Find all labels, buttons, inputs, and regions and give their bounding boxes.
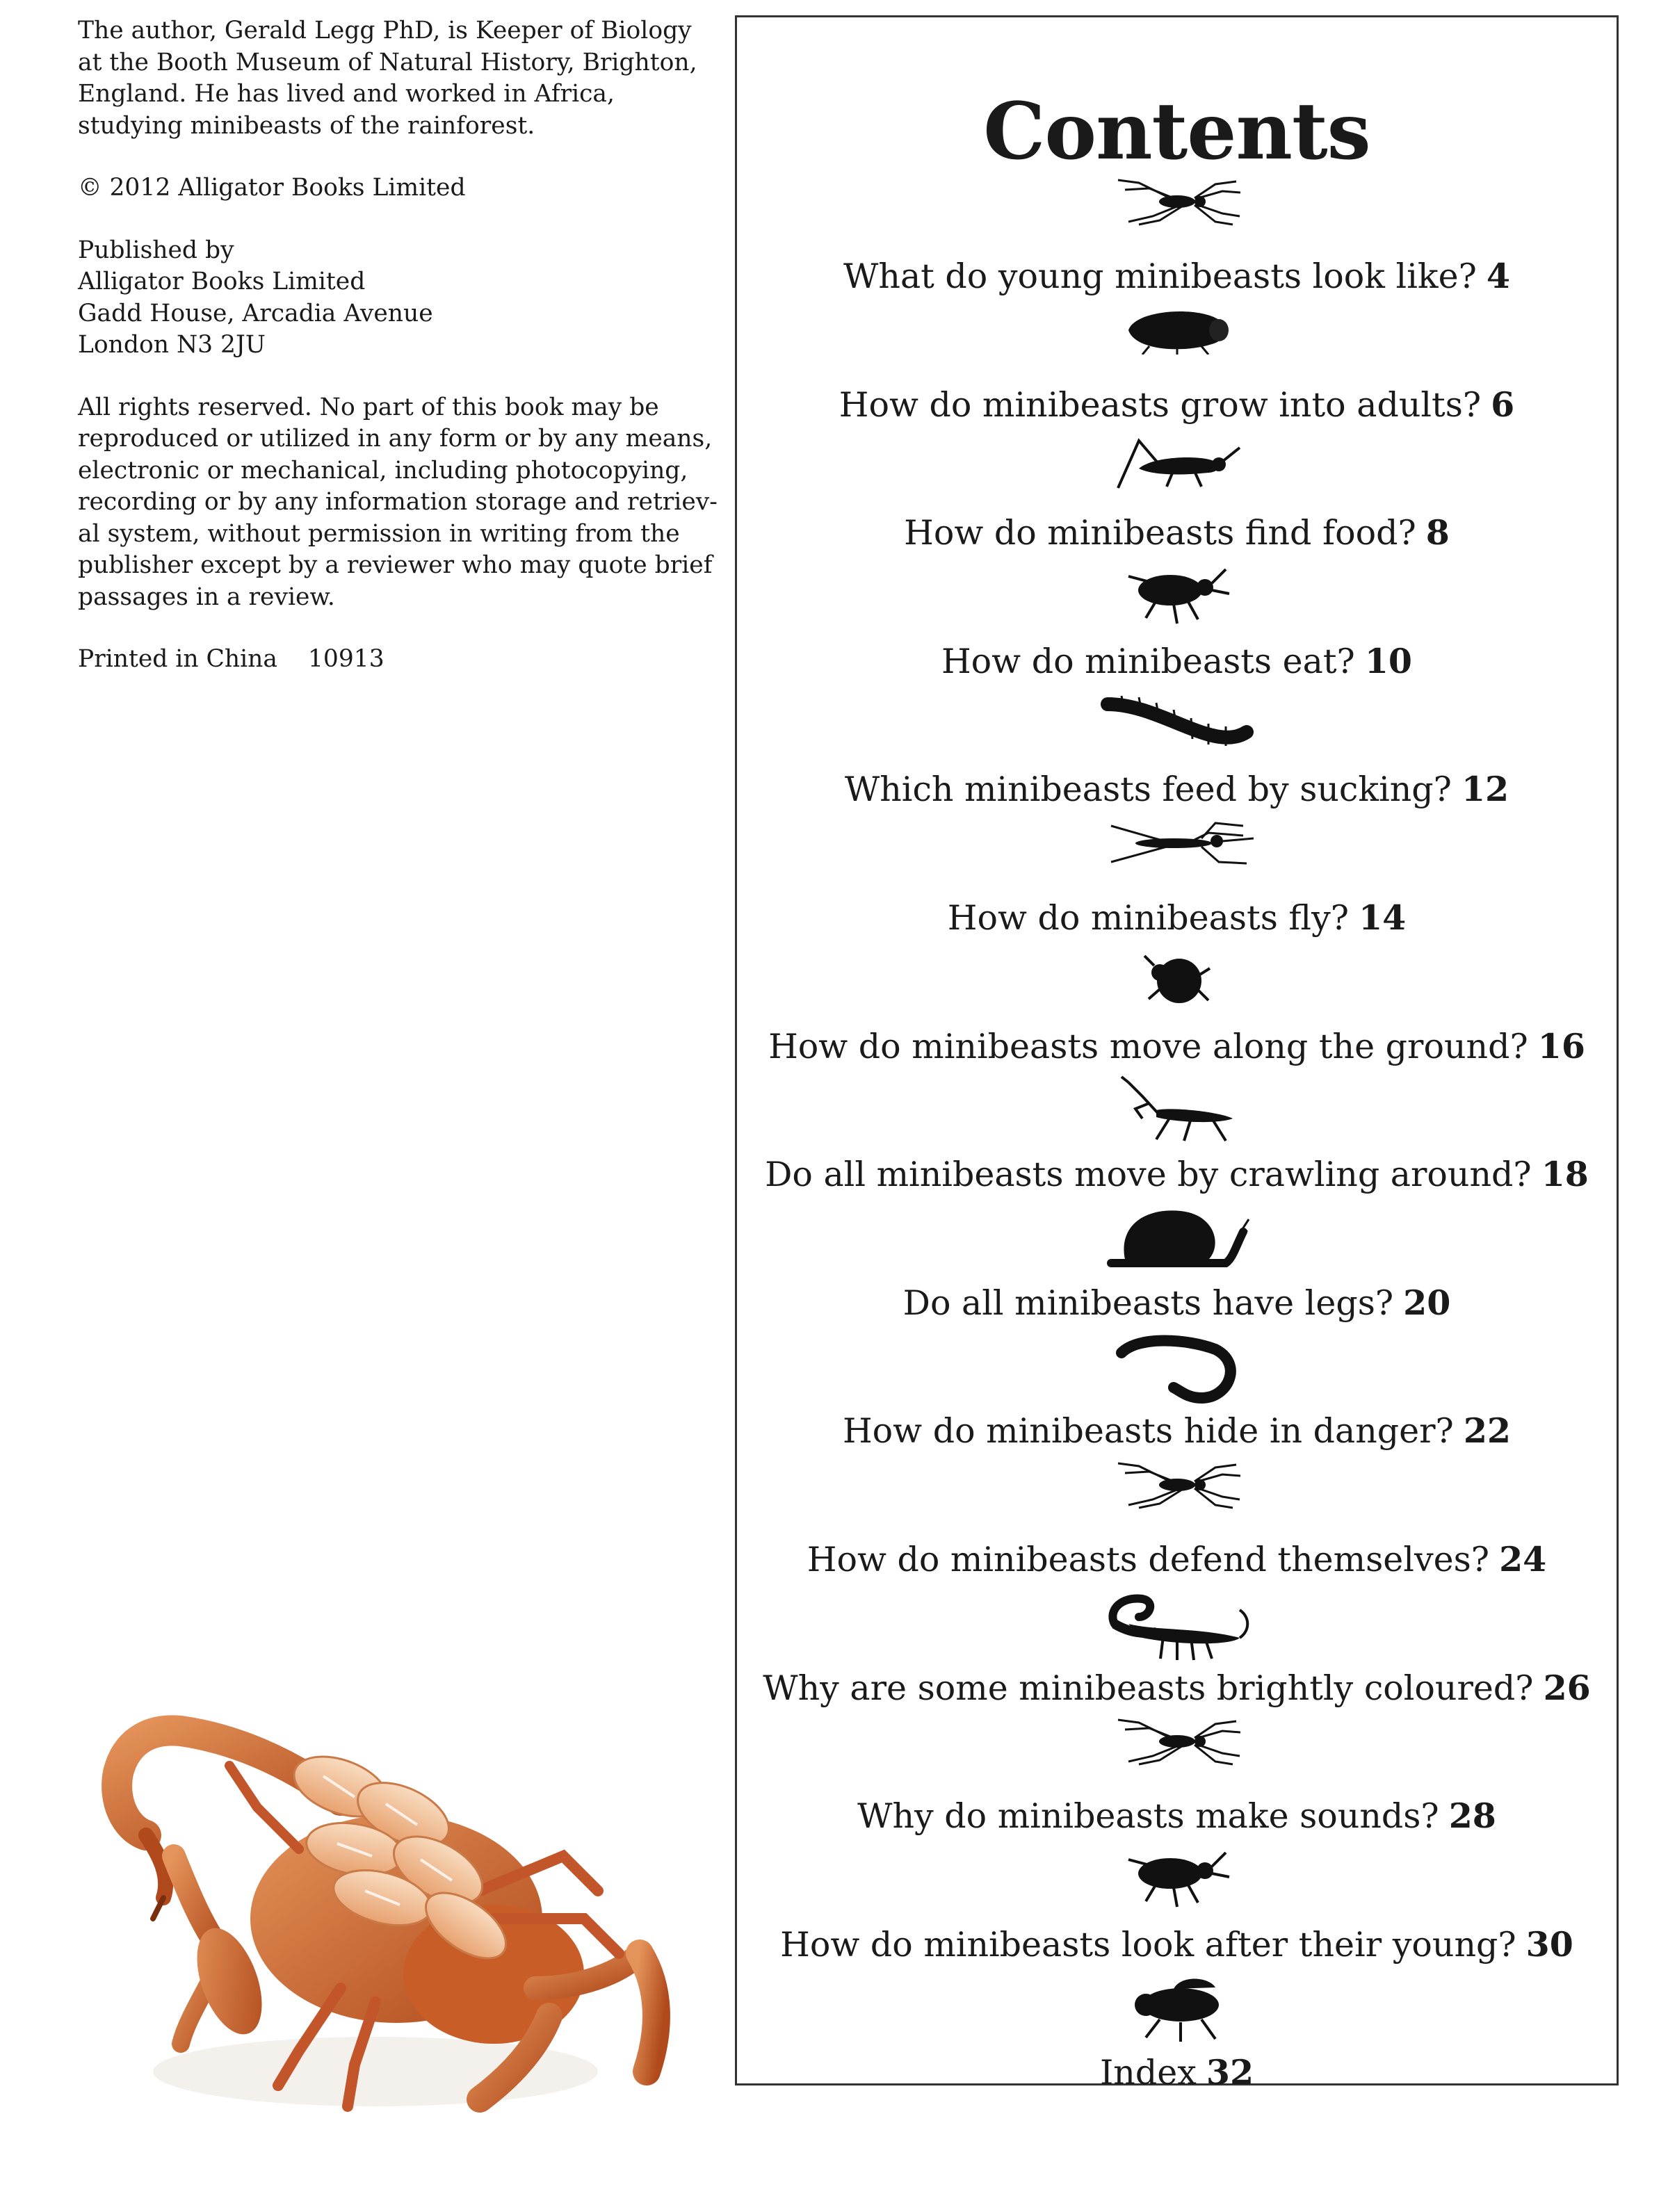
toc-entry-page: 30 [1525, 1924, 1573, 1965]
toc-entry-page: 6 [1491, 384, 1515, 425]
toc-entry-label: How do minibeasts eat? [941, 641, 1355, 681]
toc-entry [737, 382, 1617, 428]
toc-entry [737, 1666, 1617, 1711]
toc-entry-label: How do minibeasts move along the ground? [768, 1026, 1528, 1066]
printed-in [78, 644, 704, 675]
toc-entry-page: 20 [1403, 1282, 1451, 1323]
spider-icon [737, 177, 1617, 229]
publisher-address [78, 235, 704, 361]
rights-line: publisher except by a reviewer who may quote brief [78, 551, 713, 579]
snail-icon [737, 1204, 1617, 1276]
toc-entry-page: 18 [1541, 1154, 1589, 1195]
beetle-icon [737, 1846, 1617, 1911]
beetle-icon [737, 562, 1617, 628]
copyright-line: © 2012 Alligator Books Limited [78, 174, 466, 202]
scorpion-illustration [49, 1627, 695, 2127]
cockroach-icon [737, 306, 1617, 357]
toc-entry [737, 895, 1617, 941]
toc-entry [737, 1024, 1617, 1069]
toc-entry-page: 14 [1359, 897, 1407, 938]
toc-entry-label: How do minibeasts look after their young? [780, 1924, 1516, 1965]
toc-entry-label: Why do minibeasts make sounds? [857, 1796, 1439, 1837]
toc-entry-label: Why are some minibeasts brightly coloured? [763, 1668, 1534, 1708]
publisher-line: London N3 2JU [78, 331, 266, 359]
toc-entry-label: How do minibeasts grow into adults? [839, 384, 1482, 425]
author-bio-line: studying minibeasts of the rainforest. [78, 111, 535, 140]
toc-entry [737, 1152, 1617, 1197]
ladybird-icon [737, 948, 1617, 1013]
rights-line: electronic or mechanical, including photocopying, [78, 456, 688, 485]
rights-line: reproduced or utilized in any form or by any means, [78, 425, 713, 453]
toc-entry-page: 8 [1425, 512, 1450, 553]
worm-icon [737, 1332, 1617, 1411]
toc-entry-label: Which minibeasts feed by sucking? [844, 770, 1452, 810]
spider-icon [737, 1717, 1617, 1768]
toc-entry [737, 510, 1617, 555]
publisher-line: Published by [78, 236, 234, 264]
author-bio-line: The author, Gerald Legg PhD, is Keeper of Biology [78, 17, 692, 44]
toc-entry [737, 2050, 1617, 2095]
toc-entry-label: How do minibeasts fly? [947, 898, 1350, 938]
toc-entry-label: How do minibeasts defend themselves? [807, 1540, 1490, 1579]
toc-entry-page: 22 [1463, 1410, 1512, 1451]
author-bio-line: at the Booth Museum of Natural History, Brighton, [78, 48, 697, 76]
toc-entry-label: How do minibeasts find food? [904, 513, 1416, 553]
toc-entry [737, 639, 1617, 684]
toc-entry-label: What do young minibeasts look like? [843, 257, 1477, 296]
toc-entry-page: 16 [1537, 1025, 1585, 1066]
rights-line: passages in a review. [78, 583, 335, 611]
publisher-line: Gadd House, Arcadia Avenue [78, 299, 433, 327]
rights-line: recording or by any information storage and retriev- [78, 488, 718, 516]
spider-icon [737, 1461, 1617, 1512]
toc-entry-page: 10 [1364, 640, 1413, 681]
toc-entry-page: 28 [1448, 1796, 1496, 1837]
author-bio [78, 15, 704, 142]
toc-entry [737, 1537, 1617, 1582]
toc-entry [737, 254, 1617, 299]
toc-entry-label: Index [1099, 2053, 1197, 2093]
author-bio-line: England. He has lived and worked in Africa, [78, 80, 615, 108]
toc-entry-label: How do minibeasts hide in danger? [842, 1411, 1454, 1451]
toc-entry-page: 32 [1206, 2052, 1254, 2093]
toc-entry-page: 4 [1486, 256, 1510, 296]
toc-entry [737, 1794, 1617, 1839]
toc-entry [737, 1408, 1617, 1454]
print-code: 10913 [307, 645, 384, 673]
toc-entry [737, 767, 1617, 812]
toc-entry-page: 12 [1461, 769, 1509, 810]
imprint-column [78, 15, 718, 675]
toc-entry-page: 26 [1543, 1667, 1591, 1708]
toc-entry-label: Do all minibeasts move by crawling around? [765, 1155, 1532, 1195]
toc-entry-label: Do all minibeasts have legs? [902, 1283, 1394, 1323]
rights-line: All rights reserved. No part of this book may be [78, 393, 659, 421]
toc-entry-page: 24 [1499, 1539, 1547, 1579]
toc-entry [737, 1280, 1617, 1326]
rights-line: al system, without permission in writing from the [78, 519, 680, 548]
centipede-icon [737, 690, 1617, 756]
fly-icon [737, 1974, 1617, 2046]
scorpion-icon [737, 1589, 1617, 1668]
mantis-icon [737, 1075, 1617, 1148]
printed-country: Printed in China [78, 645, 277, 673]
contents-panel [735, 15, 1619, 2093]
contents-title: Contents [983, 86, 1370, 177]
copyright-notice [78, 172, 704, 204]
mosquito-icon [737, 819, 1617, 870]
publisher-line: Alligator Books Limited [78, 268, 366, 295]
rights-statement [78, 392, 718, 614]
grasshopper-icon [737, 434, 1617, 492]
toc-entry [737, 1922, 1617, 1967]
